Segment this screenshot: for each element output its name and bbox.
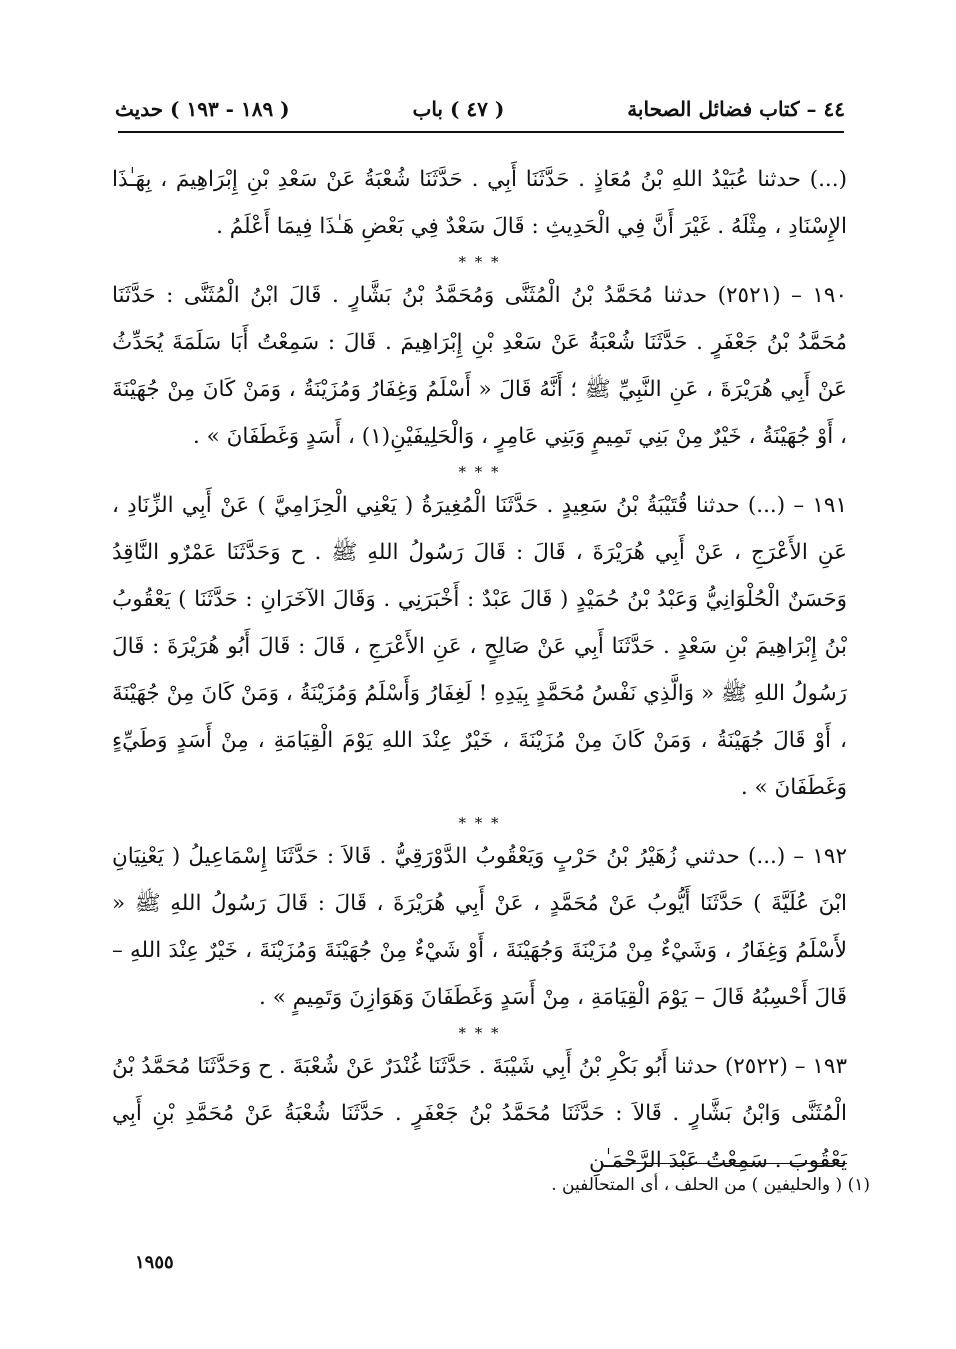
footnote: (١) ( والحليفين ) من الحلف ، أى المتحالفين .: [551, 1175, 870, 1195]
header-hadith-range: ( ١٨٩ - ١٩٣ ) حديث: [115, 97, 290, 121]
hadith-paragraph-190: ١٩٠ – (٢٥٢١) حدثنا مُحَمَّدُ بْنُ الْمُثَنَّى وَمُحَمَّدُ بْنُ بَشَّارٍ . قَالَ ابْنُ الْمُثَنَّى : حَدَّثَنَا مُحَمَّدُ بْنُ جَعْفَرٍ . حَدَّثَنَا شُعْبَةُ عَنْ سَعْدِ بْنِ إِبْرَاهِيمَ . قَالَ : سَمِعْتُ أَبَا سَلَمَةَ يُحَدِّثُ عَنْ أَبِي هُرَيْرَةَ ، عَنِ النَّبِيِّ ﷺ ؛ أَنَّهُ قَالَ « أَسْلَمُ وَغِفَارُ وَمُزَيْنَةُ ، وَمَنْ كَانَ مِنْ جُهَيْنَةَ ، أَوْ جُهَيْنَةُ ، خَيْرٌ مِنْ بَنِي تَمِيمٍ وَبَنِي عَامِرٍ ، وَالْحَلِيفَيْنِ(١) ، أَسَدٍ وَغَطَفَانَ » .: [112, 283, 847, 449]
hadith-paragraph-193: ١٩٣ – (٢٥٢٢) حدثنا أَبُو بَكْرِ بْنُ أَبِي شَيْبَةَ . حَدَّثَنَا غُنْدَرٌ عَنْ شُعْبَةَ . ح وَحَدَّثَنَا مُحَمَّدُ بْنُ الْمُثَنَّى وَابْنُ بَشَّارٍ . قَالاَ : حَدَّثَنَا مُحَمَّدُ بْنُ جَعْفَرٍ . حَدَّثَنَا شُعْبَةُ عَنْ مُحَمَّدِ بْنِ أَبِي يَعْقُوبَ . سَمِعْتُ عَبْدَ الرَّحْمَـٰنِ: [112, 1054, 847, 1173]
header-book-title: ٤٤ – كتاب فضائل الصحابة: [627, 97, 845, 121]
header-rule: [118, 131, 844, 133]
hadith-paragraph-1: (...) حدثنا عُبَيْدُ اللهِ بْنُ مُعَاذٍ . حَدَّثَنَا أَبِي . حَدَّثَنَا شُعْبَةُ عَنْ سَعْدِ بْنِ إِبْرَاهِيمَ ، بِهَـٰذَا الإِسْنَادِ ، مِثْلَهُ . غَيْرَ أَنَّ فِي الْحَدِيثِ : قَالَ سَعْدٌ فِي بَعْضِ هَـٰذَا فِيمَا أَعْلَمُ .: [112, 167, 847, 239]
separator-stars: * * *: [458, 253, 501, 271]
running-header: [115, 92, 845, 126]
main-text: [112, 156, 847, 1184]
separator-stars: * * *: [458, 814, 501, 832]
separator-stars: * * *: [458, 1024, 501, 1042]
hadith-paragraph-191: ١٩١ – (...) حدثنا قُتَيْبَةُ بْنُ سَعِيدٍ . حَدَّثَنَا الْمُغِيرَةُ ( يَعْنِي الْحِزَامِيَّ ) عَنْ أَبِي الزِّنَادِ ، عَنِ الأَعْرَجِ ، عَنْ أَبِي هُرَيْرَةَ ، قَالَ : قَالَ رَسُولُ اللهِ ﷺ . ح وَحَدَّثَنَا عَمْرٌو النَّاقِدُ وَحَسَنٌ الْحُلْوَانِيُّ وَعَبْدُ بْنُ حُمَيْدٍ ( قَالَ عَبْدٌ : أَخْبَرَنِي . وَقَالَ الآخَرَانِ : حَدَّثَنَا ) يَعْقُوبُ بْنُ إِبْرَاهِيمَ بْنِ سَعْدٍ . حَدَّثَنَا أَبِي عَنْ صَالِحٍ ، عَنِ الأَعْرَجِ ، قَالَ : قَالَ أَبُو هُرَيْرَةَ : قَالَ رَسُولُ اللهِ ﷺ « وَالَّذِي نَفْسُ مُحَمَّدٍ بِيَدِهِ ! لَغِفَارُ وَأَسْلَمُ وَمُزَيْنَةُ ، وَمَنْ كَانَ مِنْ جُهَيْنَةَ ، أَوْ قَالَ جُهَيْنَةُ ، وَمَنْ كَانَ مِنْ مُزَيْنَةَ ، خَيْرٌ عِنْدَ اللهِ يَوْمَ الْقِيَامَةِ ، مِنْ أَسَدٍ وَطَيِّءٍ وَغَطَفَانَ » .: [112, 493, 847, 800]
separator-stars: * * *: [458, 463, 501, 481]
page-number: ١٩٥٥: [135, 1252, 174, 1273]
header-chapter: ( ٤٧ ) باب: [412, 97, 505, 121]
footnote-rule: [614, 1163, 847, 1164]
hadith-paragraph-192: ١٩٢ – (...) حدثني زُهَيْرُ بْنُ حَرْبٍ وَيَعْقُوبُ الدَّوْرَقِيُّ . قَالاَ : حَدَّثَنَا إِسْمَاعِيلُ ( يَعْنِيَانِ ابْنَ عُلَيَّةَ ) حَدَّثَنَا أَيُّوبُ عَنْ مُحَمَّدٍ ، عَنْ أَبِي هُرَيْرَةَ ، قَالَ : قَالَ رَسُولُ اللهِ ﷺ « لأَسْلَمُ وَغِفَارُ ، وَشَيْءٌ مِنْ مُزَيْنَةَ وَجُهَيْنَةَ ، أَوْ شَيْءٌ مِنْ جُهَيْنَةَ وَمُزَيْنَةَ ، خَيْرٌ عِنْدَ اللهِ – قَالَ أَحْسِبُهُ قَالَ – يَوْمَ الْقِيَامَةِ ، مِنْ أَسَدٍ وَغَطَفَانَ وَهَوَازِنَ وَتَمِيمٍ » .: [112, 844, 847, 1010]
